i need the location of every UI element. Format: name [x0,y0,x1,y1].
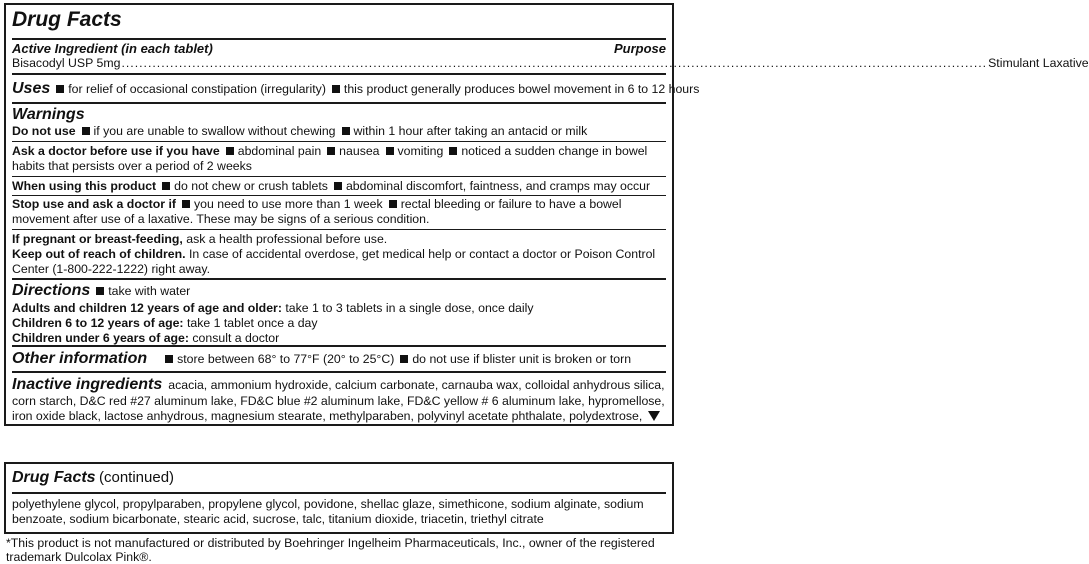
bullet-icon [226,147,234,155]
divider [12,73,666,75]
bullet-icon [82,127,90,135]
purpose-heading: Purpose [613,41,666,56]
bullet-icon [334,182,342,190]
bullet-icon [386,147,394,155]
drug-facts-continued-panel [4,462,674,534]
divider [12,492,666,494]
uses-heading: Uses [12,80,51,97]
bullet-icon [327,147,335,155]
dot-leader: .................................................................................................................................................................................................... [121,56,988,70]
drug-facts-panel [4,3,1089,426]
bullet-icon [165,355,173,363]
bullet-icon [96,287,104,295]
direction-row: Adults and children 12 years of age and older: take 1 to 3 tablets in a single dose, once daily [12,301,534,315]
direction-row: Children 6 to 12 years of age: take 1 tablet once a day [12,316,318,330]
divider [12,345,666,347]
bullet-icon [332,85,340,93]
continued-title: Drug Facts (continued) [12,469,175,486]
warning-pregnant: If pregnant or breast-feeding, ask a health professional before use. [12,232,388,246]
active-ingredient-header [12,41,666,56]
divider [12,278,666,280]
divider [12,102,666,104]
ingredient-name: Bisacodyl USP 5mg [12,56,121,70]
inactive-ingredients-section: Inactive ingredients acacia, ammonium hydroxide, calcium carbonate, carnauba wax, colloidal anhydrous silica, corn starch, D&C red #27 aluminum lake, FD&C blue #2 aluminum lake, FD&C yellow # 6 aluminum lake, hypromellose, iron oxide black, lactose anhydrous, magnesium stearate, methylparaben, polyvinyl acetate phthalate, polydextrose, [12,376,665,423]
continued-ingredients: polyethylene glycol, propylparaben, propylene glycol, povidone, shellac glaze, simethicone, sodium alginate, sodium benzoate, sodium bicarbonate, stearic acid, sucrose, talc, titanium dioxide, triacetin, triethyl citrate [12,497,644,526]
trademark-footnote: *This product is not manufactured or distributed by Boehringer Ingelheim Pharmaceuticals, Inc., owner of the registered trademark Dulcolax Pink®. [6,536,655,564]
bullet-icon [342,127,350,135]
warning-ask-doctor: Ask a doctor before use if you have abdominal pain nausea vomiting noticed a sudden change in bowel habits that persists over a period of 2 weeks [12,144,648,173]
uses-section: Uses for relief of occasional constipation (irregularity) this product generally produces bowel movement in 6 to 12 hours [12,80,700,97]
active-ingredient-row [12,56,1089,71]
directions-heading: Directions [12,282,91,299]
divider [12,195,666,196]
bullet-icon [182,200,190,208]
direction-row: Children under 6 years of age: consult a doctor [12,331,280,345]
warning-stop-use: Stop use and ask a doctor if you need to use more than 1 week rectal bleeding or failure to have a bowel movement after use of a laxative. These may be signs of a serious condition. [12,197,622,226]
ingredient-purpose: Stimulant Laxative [988,56,1089,70]
other-information-section: Other information store between 68° to 77°F (20° to 25°C) do not use if blister unit is broken or torn [12,350,632,367]
warning-keep-out: Keep out of reach of children. In case of accidental overdose, get medical help or contact a doctor or Poison Control Center (1-800-222-1222) right away. [12,247,656,276]
divider [12,371,666,373]
continued-arrow-icon [648,411,660,421]
warning-do-not-use: Do not use if you are unable to swallow without chewing within 1 hour after taking an antacid or milk [12,124,588,138]
warnings-heading: Warnings [12,106,85,123]
divider [12,229,666,230]
bullet-icon [162,182,170,190]
bullet-icon [56,85,64,93]
warning-when-using: When using this product do not chew or crush tablets abdominal discomfort, faintness, and cramps may occur [12,179,651,193]
drug-facts-title: Drug Facts [12,8,122,31]
divider [12,176,666,177]
inactive-ingredients-heading: Inactive ingredients [12,376,163,393]
bullet-icon [449,147,457,155]
other-information-heading: Other information [12,350,148,367]
divider [12,38,666,40]
active-ingredient-heading: Active Ingredient (in each tablet) [12,41,213,56]
bullet-icon [389,200,397,208]
bullet-icon [400,355,408,363]
directions-section: Directions take with water Adults and children 12 years of age and older: take 1 to 3 tablets in a single dose, once daily Children 6 to 12 years of age: take 1 tablet once a day Children under 6 years of age: consult a doctor [12,282,666,346]
divider [12,141,666,142]
